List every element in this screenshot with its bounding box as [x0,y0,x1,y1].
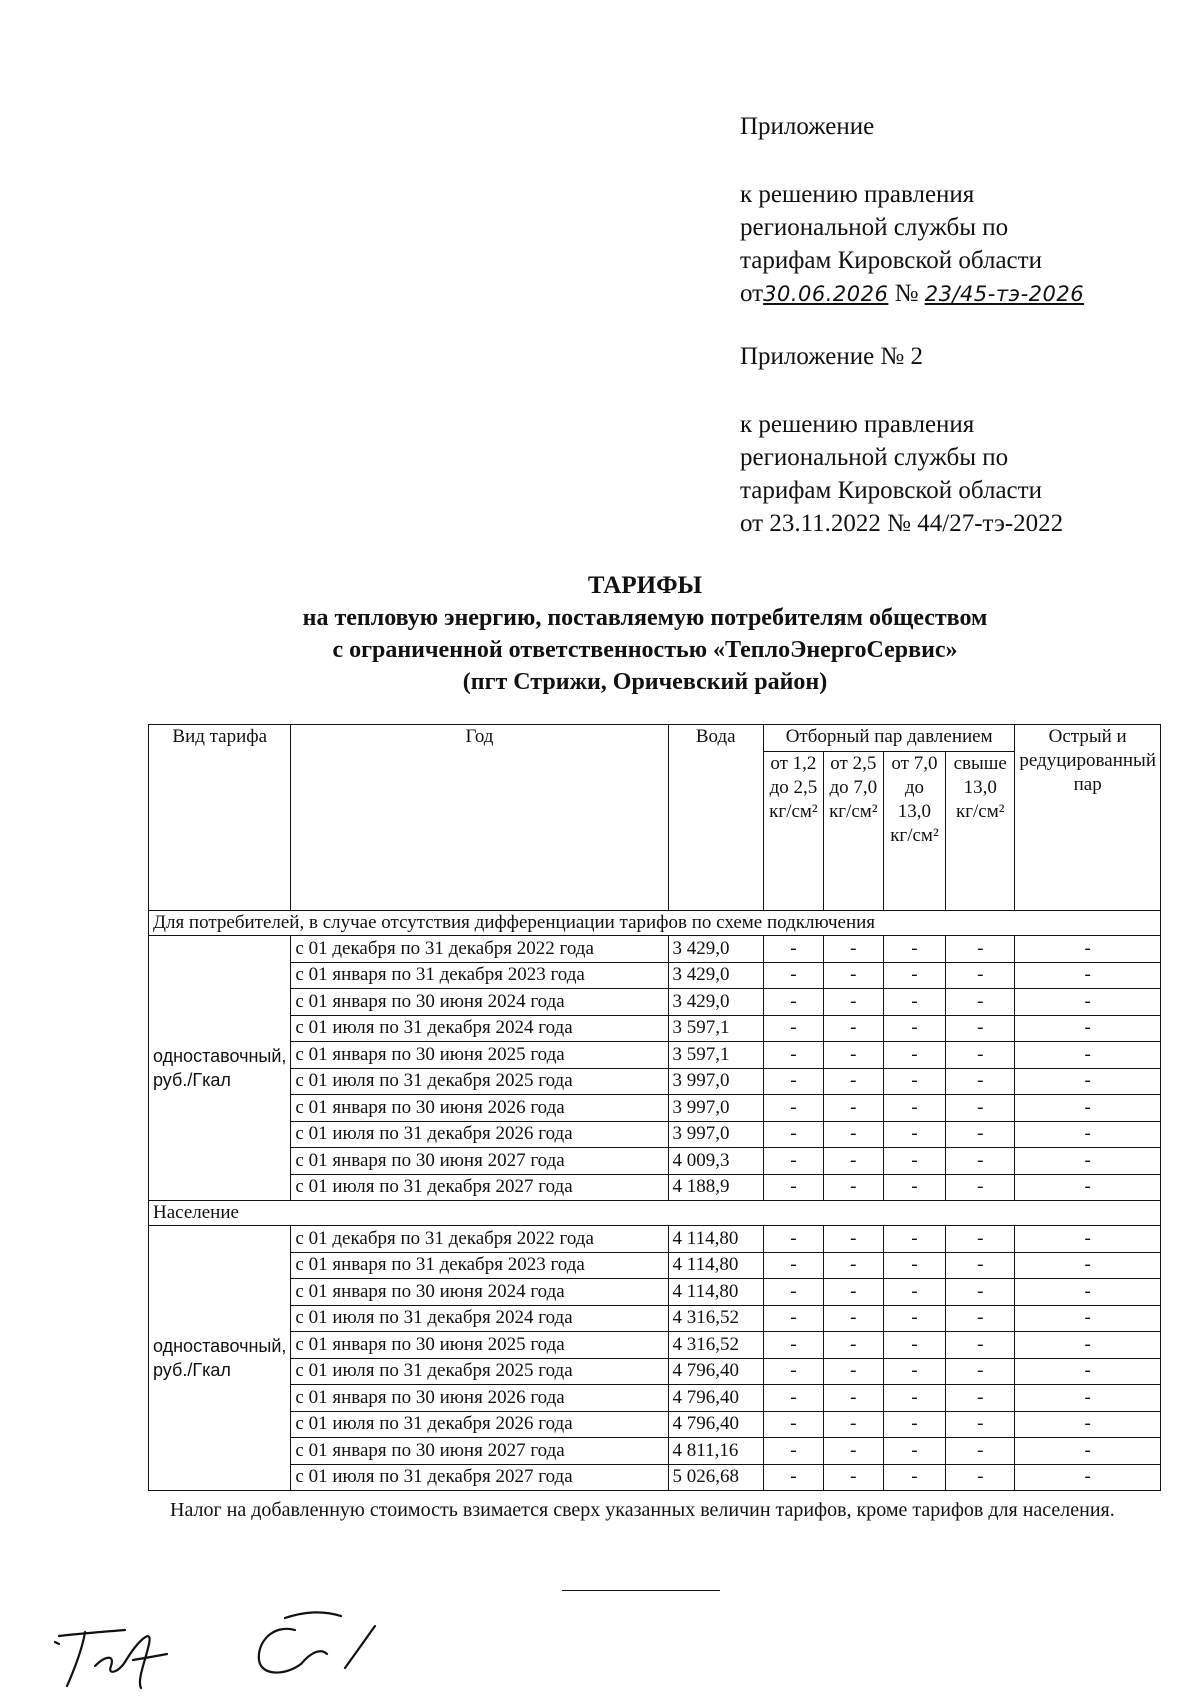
empty-tariff-cell: - [883,1148,945,1175]
appendix-reference [740,178,1084,311]
section-row [149,1201,1161,1226]
empty-tariff-cell: - [763,936,823,963]
table-row [149,1305,1161,1332]
empty-tariff-cell: - [1015,1042,1161,1069]
empty-tariff-cell: - [823,1332,883,1359]
empty-tariff-cell: - [883,1252,945,1279]
empty-tariff-cell: - [946,1411,1015,1438]
period-cell: с 01 января по 30 июня 2024 года [291,1279,668,1306]
empty-tariff-cell: - [763,1305,823,1332]
empty-tariff-cell: - [763,1148,823,1175]
period-cell: с 01 января по 30 июня 2025 года [291,1042,668,1069]
empty-tariff-cell: - [763,1358,823,1385]
empty-tariff-cell: - [946,1095,1015,1122]
empty-tariff-cell: - [1015,1121,1161,1148]
appendix2-reference [740,408,1063,540]
appendix-line: к решению правления [740,181,975,208]
empty-tariff-cell: - [946,936,1015,963]
appendix2-heading [740,340,923,373]
period-cell: с 01 января по 31 декабря 2023 года [291,962,668,989]
document-title [0,570,1200,698]
period-cell: с 01 января по 30 июня 2027 года [291,1148,668,1175]
empty-tariff-cell: - [883,1226,945,1253]
water-tariff-cell: 4 316,52 [668,1305,763,1332]
empty-tariff-cell: - [946,1385,1015,1412]
empty-tariff-cell: - [946,989,1015,1016]
period-cell: с 01 января по 31 декабря 2023 года [291,1252,668,1279]
table-row [149,1464,1161,1491]
empty-tariff-cell: - [763,1279,823,1306]
empty-tariff-cell: - [883,1438,945,1465]
empty-tariff-cell: - [823,1121,883,1148]
empty-tariff-cell: - [946,1438,1015,1465]
empty-tariff-cell: - [883,1068,945,1095]
period-cell: с 01 июля по 31 декабря 2027 года [291,1464,668,1491]
empty-tariff-cell: - [763,1042,823,1069]
empty-tariff-cell: - [823,1385,883,1412]
title-line: (пгт Стрижи, Оричевский район) [462,669,828,695]
empty-tariff-cell: - [946,962,1015,989]
header-pressure-4: свыше 13,0 кг/см² [946,752,1015,911]
period-cell: с 01 июля по 31 декабря 2027 года [291,1174,668,1201]
period-cell: с 01 декабря по 31 декабря 2022 года [291,1226,668,1253]
empty-tariff-cell: - [1015,1464,1161,1491]
signature [45,1606,405,1696]
empty-tariff-cell: - [823,1148,883,1175]
appendix-heading [740,110,874,143]
period-cell: с 01 января по 30 июня 2026 года [291,1095,668,1122]
empty-tariff-cell: - [1015,1385,1161,1412]
period-cell: с 01 января по 30 июня 2024 года [291,989,668,1016]
title-line: на тепловую энергию, поставляемую потребителям обществом [302,605,988,631]
empty-tariff-cell: - [1015,1226,1161,1253]
empty-tariff-cell: - [883,1332,945,1359]
from-prefix: от [740,280,764,307]
empty-tariff-cell: - [823,1226,883,1253]
section-title: Население [149,1201,1161,1226]
empty-tariff-cell: - [883,1279,945,1306]
water-tariff-cell: 3 429,0 [668,962,763,989]
empty-tariff-cell: - [823,1252,883,1279]
empty-tariff-cell: - [823,1015,883,1042]
appendix2-line: тарифам Кировской области [740,477,1042,504]
table-row [149,1438,1161,1465]
period-cell: с 01 июля по 31 декабря 2024 года [291,1305,668,1332]
table-row [149,962,1161,989]
empty-tariff-cell: - [763,1252,823,1279]
appendix-date-line [740,277,1084,311]
empty-tariff-cell: - [1015,1305,1161,1332]
empty-tariff-cell: - [883,1464,945,1491]
tariff-kind: одноставочный, руб./Гкал [149,936,291,1201]
table-body [149,911,1161,1491]
period-cell: с 01 июля по 31 декабря 2024 года [291,1015,668,1042]
water-tariff-cell: 4 009,3 [668,1148,763,1175]
water-tariff-cell: 3 597,1 [668,1042,763,1069]
empty-tariff-cell: - [946,1226,1015,1253]
water-tariff-cell: 4 114,80 [668,1226,763,1253]
empty-tariff-cell: - [883,1305,945,1332]
empty-tariff-cell: - [763,1226,823,1253]
water-tariff-cell: 3 997,0 [668,1095,763,1122]
period-cell: с 01 июля по 31 декабря 2025 года [291,1358,668,1385]
empty-tariff-cell: - [763,962,823,989]
water-tariff-cell: 5 026,68 [668,1464,763,1491]
table-row [149,1015,1161,1042]
empty-tariff-cell: - [946,1252,1015,1279]
empty-tariff-cell: - [763,1385,823,1412]
empty-tariff-cell: - [1015,989,1161,1016]
table-row [149,1226,1161,1253]
empty-tariff-cell: - [883,936,945,963]
table-row [149,1358,1161,1385]
empty-tariff-cell: - [946,1015,1015,1042]
water-tariff-cell: 3 997,0 [668,1068,763,1095]
empty-tariff-cell: - [1015,1015,1161,1042]
empty-tariff-cell: - [1015,1252,1161,1279]
empty-tariff-cell: - [823,1464,883,1491]
empty-tariff-cell: - [883,1385,945,1412]
empty-tariff-cell: - [946,1464,1015,1491]
empty-tariff-cell: - [883,1174,945,1201]
water-tariff-cell: 4 114,80 [668,1279,763,1306]
table-row [149,1174,1161,1201]
empty-tariff-cell: - [883,1042,945,1069]
empty-tariff-cell: - [946,1121,1015,1148]
appendix2-line: региональной службы по [740,444,1009,471]
table-row [149,1279,1161,1306]
water-tariff-cell: 4 811,16 [668,1438,763,1465]
empty-tariff-cell: - [823,1438,883,1465]
empty-tariff-cell: - [1015,1068,1161,1095]
empty-tariff-cell: - [823,1042,883,1069]
period-cell: с 01 декабря по 31 декабря 2022 года [291,936,668,963]
title-main: ТАРИФЫ [587,572,703,599]
tariff-table [148,724,1161,1491]
number-sign: № [894,280,919,307]
empty-tariff-cell: - [763,1095,823,1122]
empty-tariff-cell: - [1015,1148,1161,1175]
empty-tariff-cell: - [1015,1411,1161,1438]
empty-tariff-cell: - [883,962,945,989]
empty-tariff-cell: - [1015,1358,1161,1385]
header-sharp-steam: Острый и редуцированный пар [1015,725,1161,911]
period-cell: с 01 июля по 31 декабря 2026 года [291,1411,668,1438]
empty-tariff-cell: - [883,1411,945,1438]
empty-tariff-cell: - [946,1332,1015,1359]
empty-tariff-cell: - [883,1358,945,1385]
table-row [149,1148,1161,1175]
empty-tariff-cell: - [763,1121,823,1148]
period-cell: с 01 января по 30 июня 2026 года [291,1385,668,1412]
header-pressure-1: от 1,2 до 2,5 кг/см² [763,752,823,911]
water-tariff-cell: 4 114,80 [668,1252,763,1279]
empty-tariff-cell: - [823,1279,883,1306]
empty-tariff-cell: - [1015,962,1161,989]
table-row [149,1411,1161,1438]
empty-tariff-cell: - [883,989,945,1016]
section-row [149,911,1161,936]
water-tariff-cell: 4 796,40 [668,1385,763,1412]
table-row [149,1121,1161,1148]
empty-tariff-cell: - [823,1174,883,1201]
period-cell: с 01 января по 30 июня 2027 года [291,1438,668,1465]
empty-tariff-cell: - [1015,1095,1161,1122]
empty-tariff-cell: - [823,1068,883,1095]
period-cell: с 01 июля по 31 декабря 2026 года [291,1121,668,1148]
empty-tariff-cell: - [1015,1279,1161,1306]
vat-footnote: Налог на добавленную стоимость взимается сверх указанных величин тарифов, кроме тарифов для населения. [170,1499,1115,1521]
table-row [149,989,1161,1016]
header-pressure-2: от 2,5 до 7,0 кг/см² [823,752,883,911]
table-row [149,1042,1161,1069]
appendix-line: региональной службы по [740,214,1009,241]
empty-tariff-cell: - [763,1438,823,1465]
period-cell: с 01 января по 30 июня 2025 года [291,1332,668,1359]
handwritten-number: 23/45-тэ-2026 [924,282,1085,306]
appendix-title: Приложение [740,113,875,140]
empty-tariff-cell: - [763,1411,823,1438]
empty-tariff-cell: - [883,1121,945,1148]
empty-tariff-cell: - [823,1411,883,1438]
header-steam-group: Отборный пар давлением [763,725,1014,752]
table-row [149,936,1161,963]
water-tariff-cell: 4 316,52 [668,1332,763,1359]
header-pressure-3: от 7,0 до 13,0 кг/см² [883,752,945,911]
appendix2-line: к решению правления [740,411,975,438]
empty-tariff-cell: - [946,1148,1015,1175]
empty-tariff-cell: - [823,1305,883,1332]
empty-tariff-cell: - [823,962,883,989]
empty-tariff-cell: - [1015,936,1161,963]
header-year: Год [291,725,668,911]
empty-tariff-cell: - [763,1015,823,1042]
empty-tariff-cell: - [763,1464,823,1491]
empty-tariff-cell: - [1015,1332,1161,1359]
header-water: Вода [668,725,763,911]
empty-tariff-cell: - [946,1279,1015,1306]
empty-tariff-cell: - [823,1095,883,1122]
empty-tariff-cell: - [763,1174,823,1201]
header-kind: Вид тарифа [149,725,291,911]
section-title: Для потребителей, в случае отсутствия дифференциации тарифов по схеме подключения [149,911,1161,936]
tariff-kind: одноставочный, руб./Гкал [149,1226,291,1491]
appendix2-line: от 23.11.2022 № 44/27-тэ-2022 [740,510,1064,537]
empty-tariff-cell: - [946,1358,1015,1385]
empty-tariff-cell: - [946,1042,1015,1069]
water-tariff-cell: 3 429,0 [668,989,763,1016]
handwritten-date: 30.06.2026 [763,282,889,306]
empty-tariff-cell: - [946,1305,1015,1332]
empty-tariff-cell: - [763,989,823,1016]
water-tariff-cell: 3 597,1 [668,1015,763,1042]
empty-tariff-cell: - [883,1095,945,1122]
water-tariff-cell: 4 188,9 [668,1174,763,1201]
water-tariff-cell: 4 796,40 [668,1358,763,1385]
empty-tariff-cell: - [1015,1174,1161,1201]
appendix-line: тарифам Кировской области [740,247,1042,274]
table-row [149,1332,1161,1359]
empty-tariff-cell: - [763,1332,823,1359]
empty-tariff-cell: - [823,1358,883,1385]
water-tariff-cell: 4 796,40 [668,1411,763,1438]
period-cell: с 01 июля по 31 декабря 2025 года [291,1068,668,1095]
water-tariff-cell: 3 429,0 [668,936,763,963]
table-row [149,1385,1161,1412]
appendix2-title: Приложение № 2 [740,343,924,370]
title-line: с ограниченной ответственностью «ТеплоЭнергоСервис» [332,637,958,663]
table-row [149,1252,1161,1279]
empty-tariff-cell: - [763,1068,823,1095]
table-row [149,1068,1161,1095]
empty-tariff-cell: - [1015,1438,1161,1465]
empty-tariff-cell: - [946,1068,1015,1095]
empty-tariff-cell: - [946,1174,1015,1201]
empty-tariff-cell: - [883,1015,945,1042]
empty-tariff-cell: - [823,936,883,963]
table-row [149,1095,1161,1122]
water-tariff-cell: 3 997,0 [668,1121,763,1148]
divider [562,1590,720,1591]
empty-tariff-cell: - [823,989,883,1016]
